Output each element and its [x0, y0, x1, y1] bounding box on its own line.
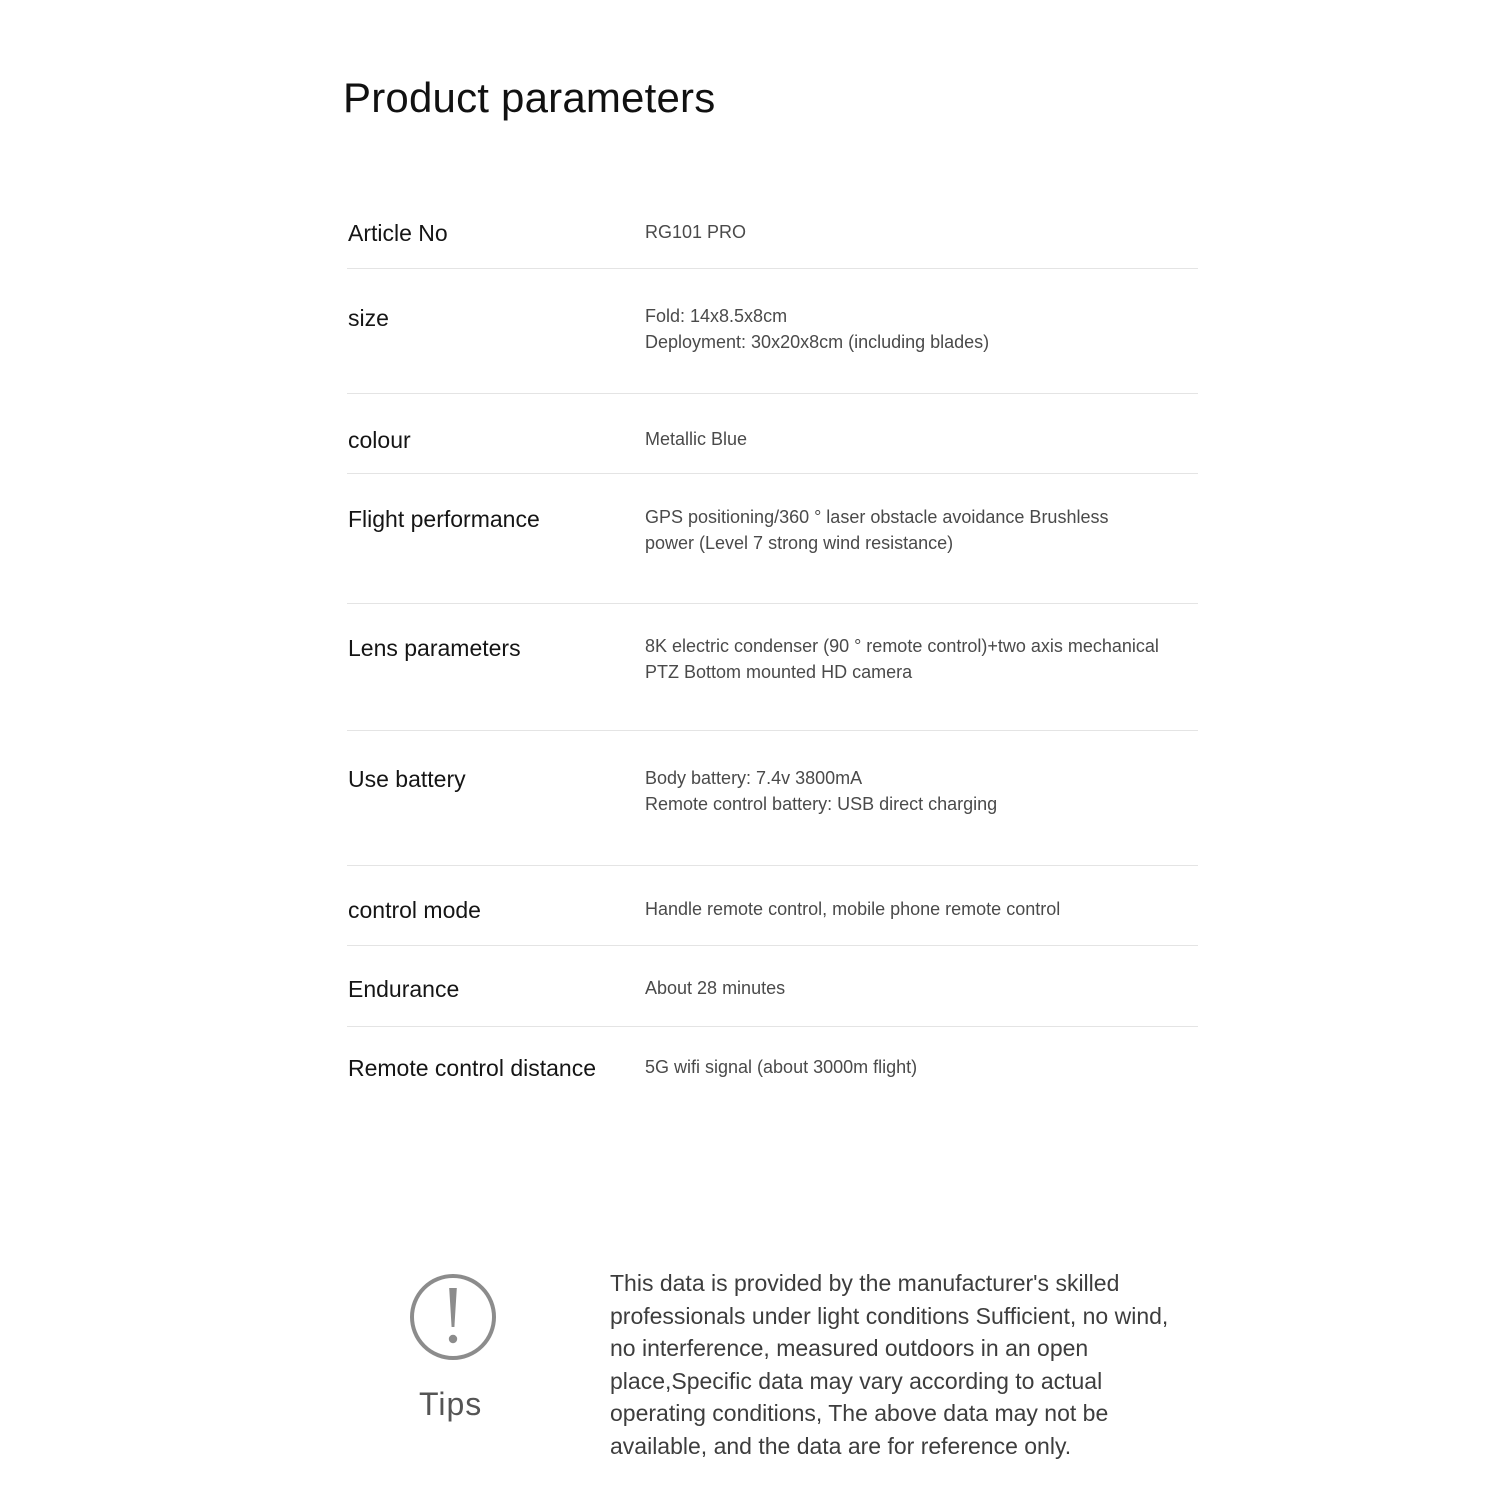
spec-label: colour [348, 427, 411, 453]
spec-row [347, 1027, 1198, 1107]
spec-value [645, 219, 1190, 245]
spec-value-line: Metallic Blue [645, 429, 748, 449]
spec-value [645, 896, 1190, 922]
spec-value [645, 504, 1190, 556]
spec-row [347, 190, 1198, 269]
spec-value-line: 8K electric condenser (90 ° remote control)+two axis mechanical [645, 636, 1159, 656]
spec-value [645, 426, 1190, 452]
spec-value [645, 765, 1190, 817]
spec-value-line: PTZ Bottom mounted HD camera [645, 662, 913, 682]
spec-label: Flight performance [348, 506, 540, 532]
spec-row [347, 731, 1198, 866]
spec-value-line: Fold: 14x8.5x8cm [645, 306, 788, 326]
spec-value-line: Body battery: 7.4v 3800mA [645, 768, 863, 788]
spec-label: Remote control distance [348, 1055, 597, 1081]
tips-text: This data is provided by the manufacturer's skilled professionals under light conditions Sufficient, no wind, no interference, measured outdoors in an open place,Specific data may vary according to actual operating conditions, The above data may not be available, and the data are for reference only. [610, 1270, 1169, 1459]
spec-label: Lens parameters [348, 635, 521, 661]
spec-label: Use battery [348, 766, 466, 792]
spec-row [347, 394, 1198, 474]
spec-row [347, 866, 1198, 946]
spec-label: Endurance [348, 976, 460, 1002]
spec-value [645, 303, 1190, 355]
spec-value-line: 5G wifi signal (about 3000m flight) [645, 1057, 918, 1077]
spec-table [347, 190, 1198, 1107]
spec-row [347, 269, 1198, 394]
spec-label: size [348, 305, 389, 331]
spec-value [645, 1054, 1190, 1080]
exclamation-circle-icon [408, 1272, 498, 1362]
spec-label: control mode [348, 897, 481, 923]
spec-value-line: About 28 minutes [645, 978, 786, 998]
spec-value [645, 633, 1190, 685]
spec-value-line: Deployment: 30x20x8cm (including blades) [645, 332, 990, 352]
spec-value-line: Remote control battery: USB direct charging [645, 794, 998, 814]
spec-label: Article No [348, 220, 448, 246]
spec-row [347, 946, 1198, 1027]
tips-label: Tips [419, 1386, 483, 1422]
spec-value-line: RG101 PRO [645, 222, 747, 242]
spec-value [645, 975, 1190, 1001]
spec-value-line: power (Level 7 strong wind resistance) [645, 533, 954, 553]
spec-value-line: Handle remote control, mobile phone remote control [645, 899, 1061, 919]
spec-row [347, 474, 1198, 604]
page-title: Product parameters [343, 74, 716, 121]
spec-value-line: GPS positioning/360 ° laser obstacle avoidance Brushless [645, 507, 1109, 527]
tips-block [408, 1272, 500, 1432]
spec-row [347, 604, 1198, 731]
